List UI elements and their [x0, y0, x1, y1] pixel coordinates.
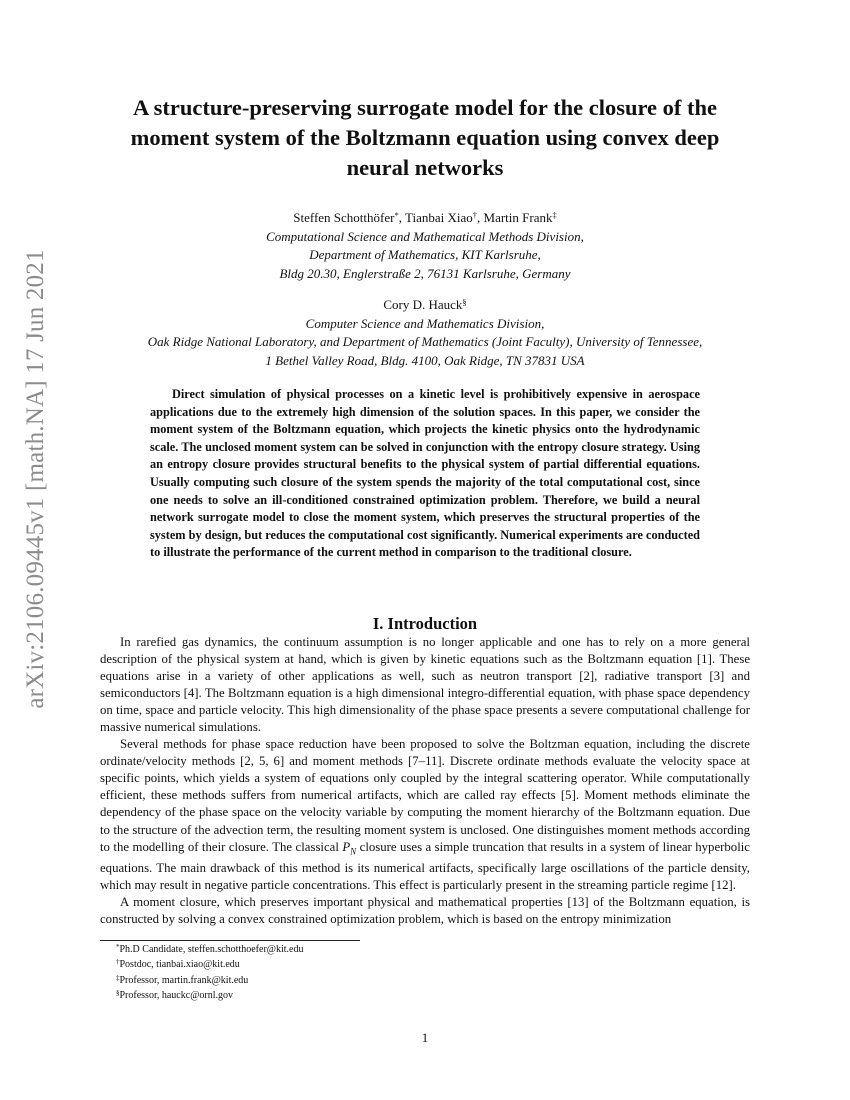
footnote-mark: § — [116, 988, 120, 997]
footnote-divider — [100, 940, 360, 941]
math-pn — [342, 839, 357, 857]
footnote-marker: § — [462, 297, 467, 307]
arxiv-identifier-stamp: arXiv:2106.09445v1 [math.NA] 17 Jun 2021 — [22, 249, 49, 709]
author-name: Steffen Schotthöfer — [293, 210, 395, 225]
affiliation-line: Oak Ridge National Laboratory, and Department of Mathematics (Joint Faculty), University of Tennessee, — [147, 334, 703, 350]
footnote-marker: ‡ — [552, 210, 557, 220]
footnote — [116, 988, 303, 1003]
affiliation-line: Computational Science and Mathematical Methods Division, — [266, 228, 584, 244]
author-block-kit — [100, 209, 750, 283]
paragraph-text: Several methods for phase space reduction have been proposed to solve the Boltzman equation, including the discrete ordinate/velocity methods [2, 5, 6] and moment methods [7–11]. Discrete ordinate methods evaluate the velocity space at specific points, which yields a system of equations only coupled by the integral scattering operator. While computationally efficient, these methods suffers from numerical artifacts, which are called ray effects [5]. Moment methods eliminate the dependency of the phase space on the velocity variable by computing the moment hierarchy of the Boltzmann equation. Due to the structure of the advection term, the resulting moment system is unclosed. One distinguishes moment methods according to the modelling of their closure. The classical — [100, 737, 750, 854]
footnotes — [116, 942, 303, 1003]
author-name: Cory D. Hauck — [383, 297, 463, 312]
footnote — [116, 973, 303, 988]
footnote — [116, 942, 303, 957]
section-heading-introduction: I. Introduction — [372, 614, 478, 633]
affiliation-line: Computer Science and Mathematics Division, — [305, 315, 545, 331]
affiliation-line: Bldg 20.30, Englerstraße 2, 76131 Karlsruhe, Germany — [279, 265, 571, 281]
footnote — [116, 957, 303, 972]
footnote-mark: † — [116, 958, 120, 967]
footnote-text: Professor, martin.frank@kit.edu — [119, 974, 249, 986]
affiliation-line: 1 Bethel Valley Road, Bldg. 4100, Oak Ridge, TN 37831 USA — [265, 352, 585, 368]
paragraph-text: closure uses a simple truncation that results in a system of linear hyperbolic equations. The main drawback of this method is its numerical artifacts, specifically large oscillations of the particle density, which may result in negative particle concentrations. This effect is particularly present in the streaming particle regime [12]. — [100, 839, 750, 893]
footnote-mark: * — [116, 943, 120, 951]
footnote-text: Postdoc, tianbai.xiao@kit.edu — [119, 959, 240, 971]
abstract: Direct simulation of physical processes on a kinetic level is prohibitively expensive in aerospace applications due to the extremely high dimension of the solution spaces. In this paper, we consider the moment system of the Boltzmann equation, which projects the kinetic physics onto the hydrodynamic scale. The unclosed moment system can be solved in conjunction with the entropy closure strategy. Using an entropy closure provides structural benefits to the physical system of partial differential equations. Usually computing such closure of the system spends the majority of the total computational cost, since one needs to solve an ill-conditioned constrained optimization problem. Therefore, we build a neural network surrogate model to close the moment system, which preserves the structural properties of the system by design, but reduces the computational cost significantly. Numerical experiments are conducted to illustrate the performance of the current method in comparison to the traditional closure. — [150, 387, 700, 560]
paragraph: In rarefied gas dynamics, the continuum assumption is no longer applicable and one has to rely on a more general description of the physical system at hand, which is given by kinetic equations such as the Boltzmann equation [1]. These equations arise in a variety of other applications as well, such as neutron transport [2], radiative transport [3] and semiconductors [4]. The Boltzmann equation is a high dimensional integro-differential equation, with phase space dependency on time, space and particle velocity. This high dimensionality of the phase space presents a severe computational challenge for massive numerical simulations. — [100, 635, 750, 735]
author-name: Tianbai Xiao — [404, 210, 473, 225]
page-number: 1 — [421, 1030, 429, 1045]
author-block-ornl — [100, 296, 750, 370]
paragraph — [100, 736, 750, 894]
footnote-text: Ph.D Candidate, steffen.schotthoefer@kit.edu — [119, 944, 304, 955]
math-subscript: N — [350, 846, 357, 857]
paper-title: A structure-preserving surrogate model for the closure of the moment system of the Boltzmann equation using convex deep neural networks — [130, 95, 720, 180]
author-name: Martin Frank — [483, 210, 553, 225]
author-names-line — [100, 296, 750, 315]
math-base: P — [342, 839, 351, 854]
footnote-marker: * — [394, 210, 399, 220]
affiliation-line: Department of Mathematics, KIT Karlsruhe, — [309, 247, 541, 263]
footnote-mark: ‡ — [116, 973, 120, 982]
author-names-line: Steffen Schotthöfer*, Tianbai Xiao†, Martin Frank‡ — [293, 210, 557, 225]
introduction-body — [100, 634, 750, 928]
paragraph: A moment closure, which preserves important physical and mathematical properties [13] of the Boltzmann equation, is constructed by solving a convex constrained optimization problem, which is based on the entropy minimization — [100, 895, 750, 927]
footnote-text: Professor, hauckc@ornl.gov — [119, 989, 234, 1001]
footnote-marker: † — [472, 210, 478, 220]
